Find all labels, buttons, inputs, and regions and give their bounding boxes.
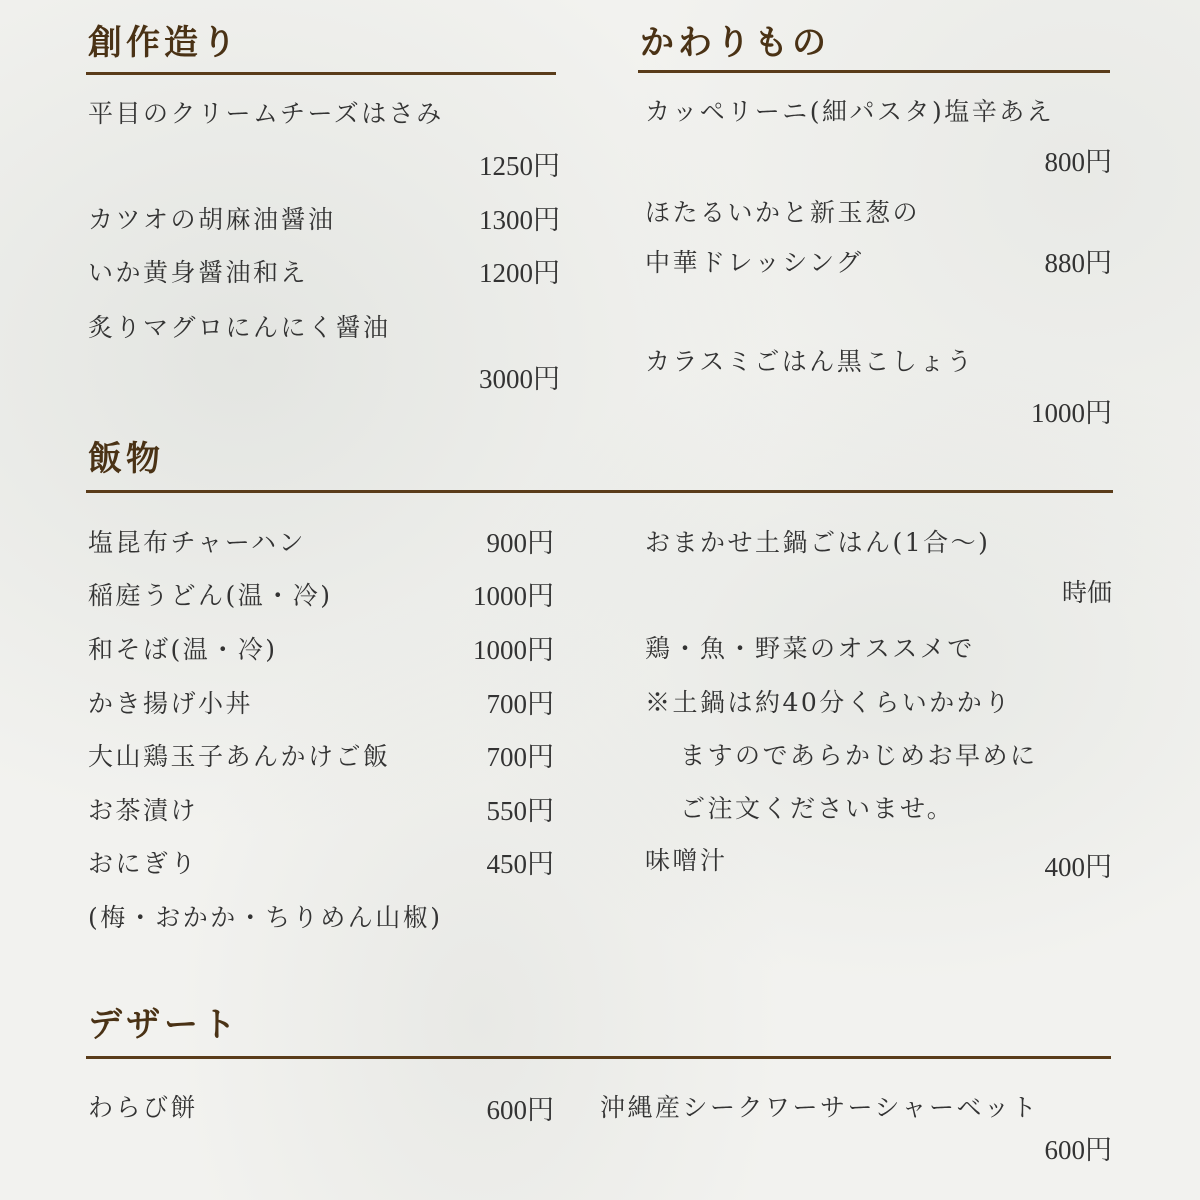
menu-item-price: 700円 (486, 689, 554, 719)
menu-item-name: お茶漬け (88, 796, 199, 825)
menu-item-name: 平目のクリームチーズはさみ (88, 99, 444, 128)
donabe-note-line2: ※土鍋は約40分くらいかかり (645, 688, 1012, 717)
menu-item-name: かき揚げ小丼 (88, 689, 254, 718)
menu-item-price: 880円 (1044, 248, 1112, 278)
section-title-sousaku: 創作造り (88, 23, 240, 63)
section-title-meshimono: 飯物 (88, 439, 164, 479)
menu-item-price: 600円 (1044, 1135, 1112, 1165)
menu-item-price: 1000円 (1031, 398, 1112, 428)
section-rule-dessert (86, 1056, 1111, 1059)
menu-item-name: おにぎり (88, 849, 199, 878)
menu-item-name: カツオの胡麻油醤油 (88, 205, 336, 234)
donabe-note-line4: ご注文くださいませ。 (680, 794, 955, 823)
menu-item-price: 3000円 (479, 364, 560, 394)
menu-item-name: 稲庭うどん(温・冷) (88, 581, 333, 610)
menu-item-price: 900円 (486, 528, 554, 558)
menu-item-name: 大山鶏玉子あんかけご飯 (88, 742, 391, 771)
menu-item-name-line1: ほたるいかと新玉葱の (645, 198, 921, 227)
menu-item-price: 1000円 (473, 635, 554, 665)
donabe-gohan-price: 時価 (1061, 578, 1112, 607)
section-rule-kawarimono (638, 70, 1110, 73)
section-rule-meshimono (86, 490, 1113, 493)
menu-item-name: いか黄身醤油和え (88, 258, 309, 287)
menu-item-price: 450円 (486, 849, 554, 879)
donabe-note-line1: 鶏・魚・野菜のオススメで (645, 634, 975, 663)
menu-item-price: 1200円 (479, 258, 560, 288)
menu-item-price: 550円 (486, 796, 554, 826)
section-title-kawarimono: かわりもの (640, 23, 830, 63)
donabe-note-line3: ますのであらかじめお早めに (680, 741, 1038, 770)
menu-item-name: 塩昆布チャーハン (88, 528, 307, 557)
menu-item-name: わらび餅 (88, 1093, 199, 1122)
menu-item-price: 1250円 (479, 151, 560, 181)
menu-item-note: (梅・おかか・ちりめん山椒) (88, 903, 443, 932)
section-title-dessert: デザート (88, 1005, 240, 1045)
menu-item-name: 沖縄産シークワーサーシャーベット (600, 1093, 1040, 1122)
menu-item-price: 600円 (486, 1095, 554, 1125)
menu-item-price: 700円 (486, 742, 554, 772)
menu-item-name: 和そば(温・冷) (88, 635, 278, 664)
donabe-gohan-name: おまかせ土鍋ごはん(1合〜) (645, 528, 991, 557)
menu-item-price: 800円 (1044, 147, 1112, 177)
section-rule-sousaku (86, 72, 556, 75)
menu-item-price: 1000円 (473, 581, 554, 611)
menu-item-name: カッペリーニ(細パスタ)塩辛あえ (645, 97, 1055, 126)
menu-item-name: カラスミごはん黒こしょう (645, 347, 975, 376)
menu-item-name: 味噌汁 (645, 846, 728, 875)
menu-item-name-line2: 中華ドレッシング (645, 248, 864, 277)
menu-item-name: 炙りマグロにんにく醤油 (88, 313, 391, 342)
menu-item-price: 1300円 (479, 205, 560, 235)
menu-item-price: 400円 (1044, 852, 1112, 882)
